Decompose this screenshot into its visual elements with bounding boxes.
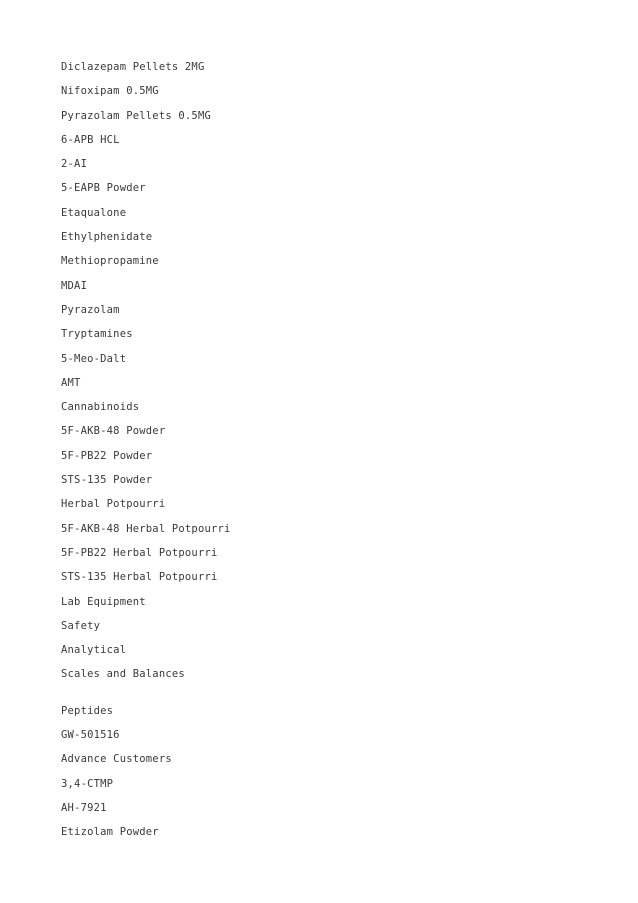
list-item: Ethylphenidate	[61, 231, 153, 244]
list-item: Herbal Potpourri	[61, 498, 166, 511]
list-item: 6-APB HCL	[61, 133, 120, 146]
list-item: Tryptamines	[61, 328, 133, 341]
list-item: Analytical	[61, 644, 127, 657]
list-item: Cannabinoids	[61, 401, 140, 414]
list-item: STS-135 Powder	[61, 474, 153, 487]
list-item: 5F-PB22 Herbal Potpourri	[61, 546, 218, 559]
list-item: Scales and Balances	[61, 668, 185, 681]
list-item: MDAI	[61, 279, 88, 292]
list-item: Nifoxipam 0.5MG	[61, 85, 159, 98]
list-item: Pyrazolam Pellets 0.5MG	[61, 109, 211, 122]
list-item: GW-501516	[61, 729, 120, 742]
list-item: Diclazepam Pellets 2MG	[61, 61, 205, 73]
list-item: Etaqualone	[61, 206, 127, 219]
list-item: Etizolam Powder	[61, 826, 159, 839]
list-item: 5-Meo-Dalt	[61, 352, 127, 365]
list-item: 5F-AKB-48 Powder	[61, 425, 166, 438]
list-item: 5-EAPB Powder	[61, 182, 146, 195]
list-item: STS-135 Herbal Potpourri	[61, 571, 218, 584]
list-item: 5F-AKB-48 Herbal Potpourri	[61, 522, 231, 535]
list-item: AH-7921	[61, 801, 107, 814]
list-item: Peptides	[61, 704, 114, 717]
list-item: AMT	[61, 376, 81, 389]
list-item: 5F-PB22 Powder	[61, 449, 153, 462]
list-item: Pyrazolam	[61, 303, 120, 316]
list-item: Safety	[61, 619, 101, 632]
list-item: 3,4-CTMP	[61, 777, 114, 790]
list-item: Lab Equipment	[61, 595, 146, 608]
list-item: Advance Customers	[61, 753, 172, 766]
list-item: 2-AI	[61, 158, 88, 171]
list-item: Methiopropamine	[61, 255, 159, 268]
product-list	[61, 58, 231, 848]
